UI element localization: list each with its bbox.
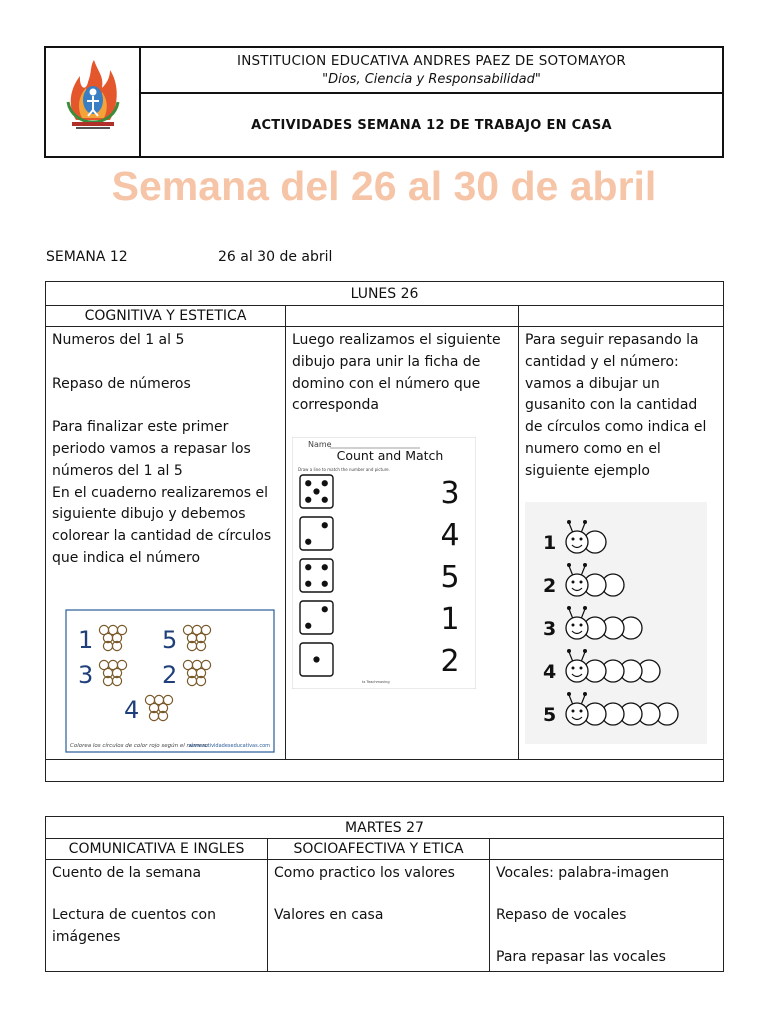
antenna-tip xyxy=(583,563,587,567)
monday-col1-intro: Para finalizar este primer periodo vamos a repasar los números del 1 al 5 xyxy=(52,419,251,479)
antenna-tip xyxy=(583,520,587,524)
antenna-tip xyxy=(567,520,571,524)
die xyxy=(300,559,333,592)
die-pip xyxy=(313,657,319,663)
circles-number: 5 xyxy=(162,625,178,654)
die-pip xyxy=(322,480,328,486)
antenna-tip xyxy=(583,606,587,610)
school-motto: "Dios, Ciencia y Responsabilidad" xyxy=(322,72,541,87)
die-pip xyxy=(305,623,311,629)
school-logo xyxy=(46,48,141,156)
monday-col3-text: Para seguir repasando la cantidad y el número: vamos a dibujar un gusanito con la cantidad de círculos como indica el numero como en el siguiente ejemplo xyxy=(525,332,707,479)
header-box xyxy=(44,46,724,158)
match-number: 2 xyxy=(440,644,460,680)
eye xyxy=(580,537,583,540)
die-pip xyxy=(322,522,328,528)
eye xyxy=(572,537,575,540)
tuesday-col3-desc: Repaso de vocales xyxy=(496,906,627,923)
die-pip xyxy=(305,564,311,570)
tuesday-area-2: SOCIOAFECTIVA Y ETICA xyxy=(268,839,490,860)
antenna-tip xyxy=(567,606,571,610)
circles-number: 1 xyxy=(78,625,94,654)
die-pip xyxy=(305,581,311,587)
logo-cell xyxy=(46,48,141,156)
circles-number: 2 xyxy=(162,660,178,689)
eye xyxy=(572,623,575,626)
eye xyxy=(580,580,583,583)
die-pip xyxy=(305,539,311,545)
monday-empty-row xyxy=(46,760,724,782)
tuesday-col3-topic: Vocales: palabra-imagen xyxy=(496,865,669,881)
caterpillar-number: 1 xyxy=(543,531,557,554)
monday-col3 xyxy=(519,327,724,760)
school-name: INSTITUCION EDUCATIVA ANDRES PAEZ DE SOTOMAYOR xyxy=(237,53,626,69)
week-banner: Semana del 26 al 30 de abril xyxy=(111,163,657,209)
die xyxy=(300,517,333,550)
die-pip xyxy=(322,606,328,612)
monday-area-1: COGNITIVA Y ESTETICA xyxy=(46,306,286,327)
header-title-row xyxy=(141,48,722,94)
eye xyxy=(572,666,575,669)
monday-col2-text: Luego realizamos el siguiente dibujo para unir la ficha de domino con el número que corresponda xyxy=(292,332,501,414)
antenna-tip xyxy=(583,692,587,696)
eye xyxy=(580,623,583,626)
circles-site: www.actividadeseducativas.com xyxy=(188,742,270,749)
count-match-title: Count and Match xyxy=(336,448,444,464)
eye xyxy=(580,666,583,669)
caterpillar-head xyxy=(566,703,588,725)
die-pip xyxy=(322,564,328,570)
caterpillar-number: 2 xyxy=(543,574,557,597)
match-number: 5 xyxy=(440,560,460,596)
tuesday-col3-extra: Para repasar las vocales xyxy=(496,948,666,965)
tuesday-area-3 xyxy=(490,839,724,860)
circles-number: 4 xyxy=(124,695,140,724)
caterpillar-number: 5 xyxy=(543,703,557,726)
monday-table xyxy=(45,281,724,782)
die xyxy=(300,601,333,634)
header-activity-row xyxy=(141,94,722,156)
antenna-tip xyxy=(567,692,571,696)
count-match-instruction: Draw a line to match the number and picture. xyxy=(298,467,390,473)
tuesday-table xyxy=(45,816,724,972)
circles-caption: Colorea los círculos de color rojo según el número xyxy=(70,742,208,749)
antenna-tip xyxy=(567,649,571,653)
match-number: 4 xyxy=(440,518,460,554)
die-pip xyxy=(322,581,328,587)
antenna-tip xyxy=(583,649,587,653)
count-and-match-image xyxy=(292,437,476,689)
circles-number-image xyxy=(52,596,278,756)
die-pip xyxy=(322,497,328,503)
match-number: 3 xyxy=(440,476,460,512)
tuesday-col2 xyxy=(268,860,490,972)
caterpillar-head xyxy=(566,574,588,596)
match-number: 1 xyxy=(440,602,460,638)
monday-col1-instructions: En el cuaderno realizaremos el siguiente dibujo y debemos colorear la cantidad de círculos que indica el número xyxy=(52,484,272,566)
monday-area-2 xyxy=(286,306,519,327)
die-pip xyxy=(305,480,311,486)
tuesday-col1-desc: Lectura de cuentos con imágenes xyxy=(52,906,216,945)
eye xyxy=(572,709,575,712)
caterpillar-image xyxy=(525,502,707,744)
tuesday-day-header: MARTES 27 xyxy=(46,817,724,839)
caterpillar-number: 4 xyxy=(543,660,557,683)
caterpillar-number: 3 xyxy=(543,617,557,640)
monday-col2 xyxy=(286,327,519,760)
monday-area-3 xyxy=(519,306,724,327)
circles-number: 3 xyxy=(78,660,94,689)
die-pip xyxy=(313,489,319,495)
tuesday-col2-topic: Como practico los valores xyxy=(274,865,455,881)
eye xyxy=(572,580,575,583)
tuesday-col1-topic: Cuento de la semana xyxy=(52,865,202,881)
count-match-footer: tx Teachmoving xyxy=(362,680,390,685)
caterpillar-head xyxy=(566,660,588,682)
caterpillar-head xyxy=(566,617,588,639)
week-dates: 26 al 30 de abril xyxy=(218,249,333,265)
week-label: SEMANA 12 xyxy=(46,249,128,265)
tuesday-col2-desc: Valores en casa xyxy=(274,906,384,923)
activity-title: ACTIVIDADES SEMANA 12 DE TRABAJO EN CASA xyxy=(251,118,612,133)
tuesday-area-1: COMUNICATIVA E INGLES xyxy=(46,839,268,860)
tuesday-col1 xyxy=(46,860,268,972)
caterpillar-head xyxy=(566,531,588,553)
monday-day-header: LUNES 26 xyxy=(46,282,724,306)
antenna-tip xyxy=(567,563,571,567)
monday-col1 xyxy=(46,327,286,760)
die-pip xyxy=(305,497,311,503)
monday-col1-subtopic: Repaso de números xyxy=(52,375,191,392)
eye xyxy=(580,709,583,712)
monday-col1-topic: Numeros del 1 al 5 xyxy=(52,332,185,348)
tuesday-col3 xyxy=(490,860,724,972)
count-match-name-label: Name xyxy=(308,440,332,450)
